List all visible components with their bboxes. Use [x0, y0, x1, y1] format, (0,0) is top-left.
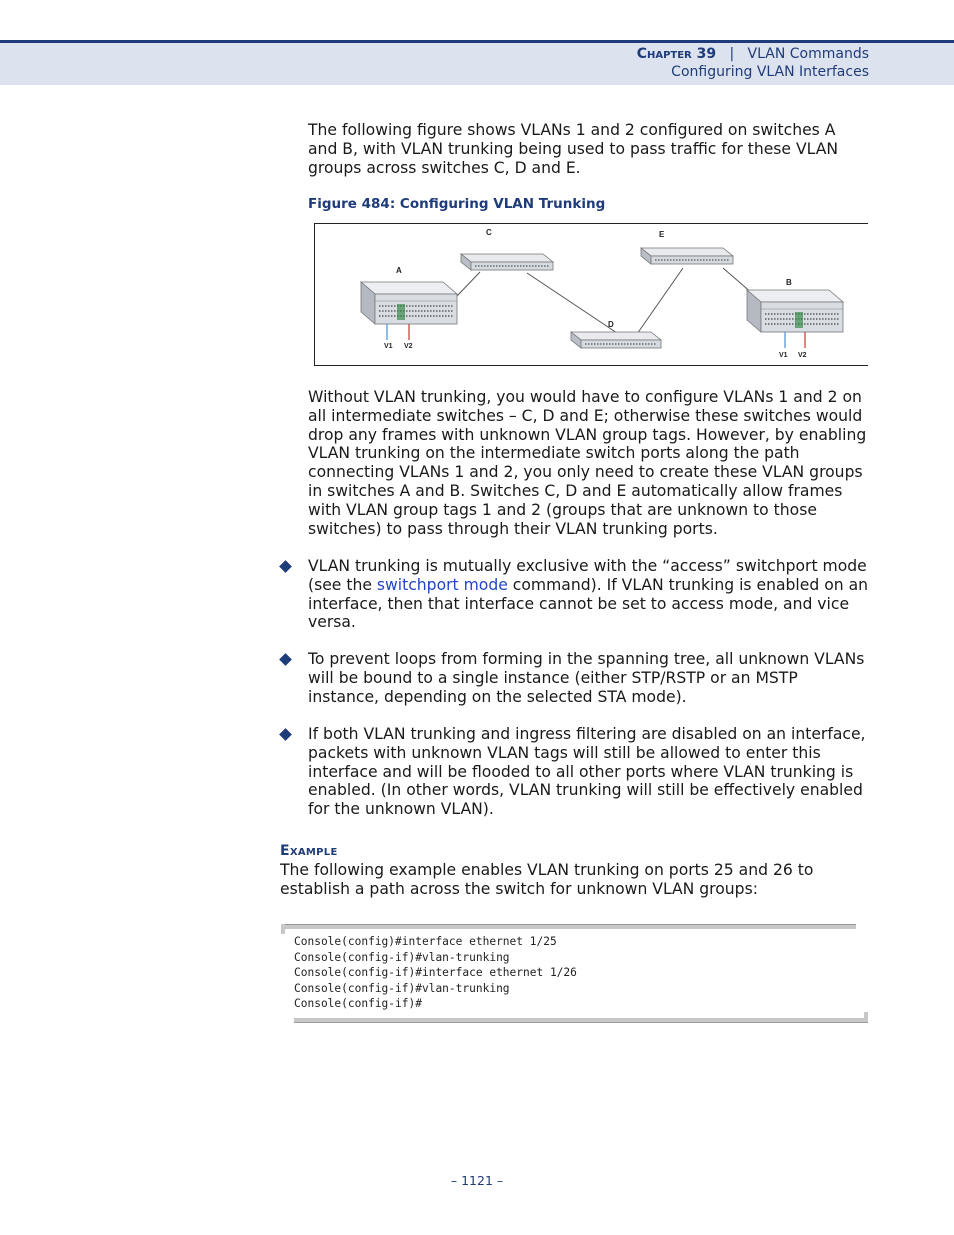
body-paragraph: Without VLAN trunking, you would have to configure VLANs 1 and 2 on all intermediate switches – C, D and E; otherwise these switches would drop any frames with unknown VLAN group tags. However, by enabling VLAN trunking on the intermediate switch ports along the path connecting VLANs 1 and 2, you only need to create these VLAN groups in switches A and B. Switches C, D and E automatically allow frames with VLAN group tags 1 and 2 (groups that are unknown to those switches) to pass through their VLAN trunking ports. — [308, 388, 867, 538]
code-top-border — [281, 924, 856, 929]
bullet-diamond-icon — [279, 560, 292, 573]
label-a-v1: V1 — [384, 343, 393, 350]
chapter-title: VLAN Commands — [747, 46, 869, 62]
switch-b — [747, 290, 843, 332]
code-right-edge — [864, 1012, 868, 1022]
code-lines — [294, 934, 577, 1012]
bullet-spanning-tree: To prevent loops from forming in the spanning tree, all unknown VLANs will be bound to a single instance (either STP/RSTP or an MSTP instance, depending on the selected STA mode). — [308, 650, 865, 706]
code-line: Console(config)#interface ethernet 1/25 — [294, 935, 557, 948]
label-a-v2: V2 — [404, 343, 413, 350]
bullet-ingress-filtering: If both VLAN trunking and ingress filtering are disabled on an interface, packets with unknown VLAN tags will still be allowed to enter this interface and will be flooded to all other ports where VLAN trunking is enabled. (In other words, VLAN trunking will still be effectively enabled for the unknown VLAN). — [308, 725, 866, 819]
label-a: A — [396, 266, 402, 275]
switch-e — [641, 248, 733, 264]
network-diagram — [315, 224, 868, 365]
intro-paragraph: The following figure shows VLANs 1 and 2 configured on switches A and B, with VLAN trunking being used to pass traffic for these VLAN groups across switches C, D and E. — [308, 121, 839, 177]
code-line: Console(config-if)# — [294, 997, 422, 1010]
example-heading: Example — [280, 843, 338, 859]
switch-c — [461, 254, 553, 270]
label-b: B — [786, 278, 792, 287]
code-line: Console(config-if)#interface ethernet 1/26 — [294, 966, 577, 979]
switchport-mode-link[interactable]: switchport mode — [376, 575, 508, 594]
page-number: – 1121 – — [450, 1173, 504, 1188]
switch-a — [361, 282, 457, 324]
bullet-diamond-icon — [279, 653, 292, 666]
label-b-v1: V1 — [779, 352, 788, 359]
header-section: Configuring VLAN Interfaces — [671, 64, 869, 80]
label-e: E — [659, 230, 665, 239]
chapter-label: Chapter 39 — [636, 46, 717, 62]
label-c: C — [486, 228, 492, 237]
code-left-edge — [281, 924, 285, 934]
example-text: The following example enables VLAN trunking on ports 25 and 26 to establish a path across the switch for unknown VLAN groups: — [280, 861, 814, 898]
header-chapter — [637, 46, 869, 62]
figure-caption: Figure 484: Configuring VLAN Trunking — [308, 196, 606, 212]
switch-d — [571, 332, 661, 348]
bullet-access-mode: VLAN trunking is mutually exclusive with the “access” switchport mode (see the switchport mode command). If VLAN trunking is enabled on an interface, then that interface cannot be set to access mode, and vice versa. — [308, 557, 869, 632]
link-c-d — [527, 273, 620, 335]
code-line: Console(config-if)#vlan-trunking — [294, 981, 510, 995]
header-separator: | — [729, 46, 735, 62]
link-a-c — [457, 272, 480, 296]
code-example — [281, 924, 868, 1025]
code-bottom-border — [294, 1018, 868, 1023]
bullet-diamond-icon — [279, 728, 292, 741]
vlan-trunking-figure — [314, 223, 868, 366]
label-b-v2: V2 — [798, 352, 807, 359]
link-e-d — [637, 268, 683, 334]
code-line: Console(config-if)#vlan-trunking — [294, 950, 510, 964]
label-d: D — [608, 320, 614, 329]
